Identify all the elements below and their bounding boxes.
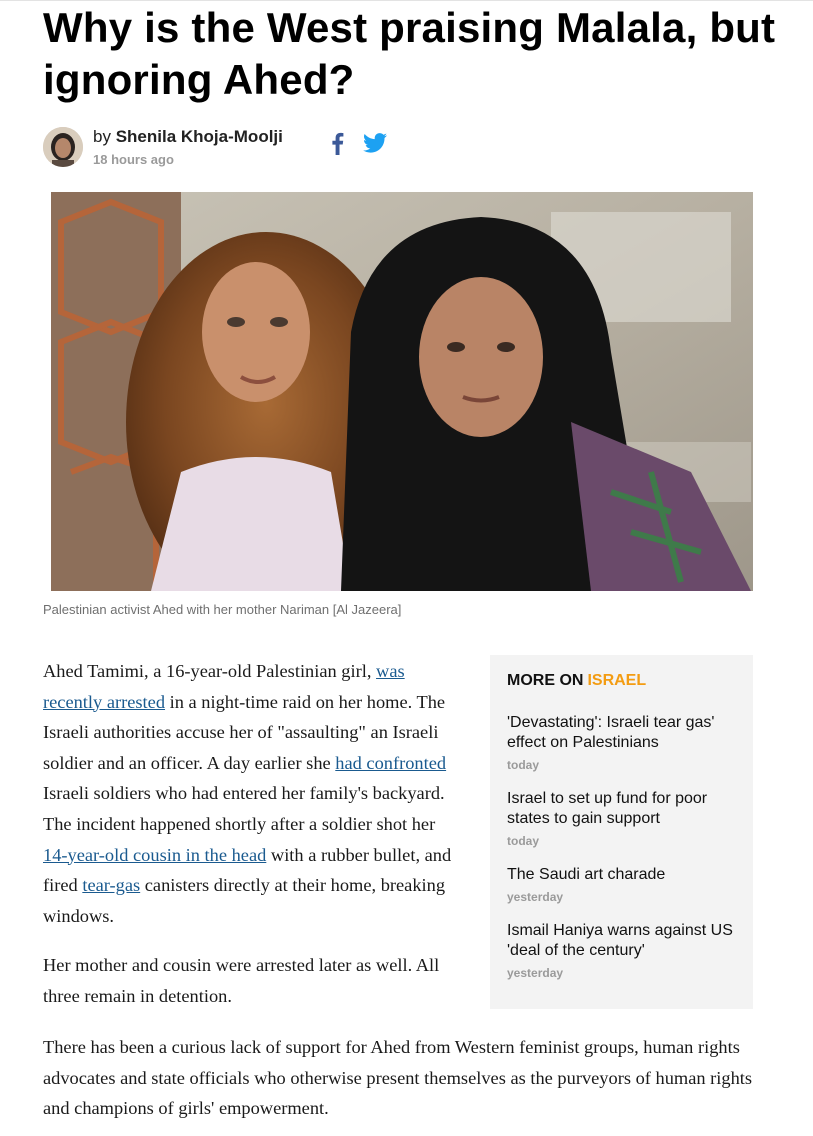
paragraph-text: in a night-time raid on her home. The Israeli authorities accuse her of "assaulting" an Israeli soldier and an officer. A day earlier she	[43, 691, 446, 773]
hero-image	[51, 192, 753, 591]
article-headline: Why is the West praising Malala, but ignoring Ahed?	[43, 4, 776, 103]
paragraph-2: Her mother and cousin were arrested later as well. All three remain in detention.	[43, 955, 440, 1006]
related-item-title[interactable]: The Saudi art charade	[507, 866, 666, 883]
byline-prefix: by	[93, 127, 111, 146]
publish-timestamp: 18 hours ago	[93, 152, 174, 167]
twitter-icon[interactable]	[363, 133, 387, 153]
author-name[interactable]: Shenila Khoja-Moolji	[115, 127, 283, 146]
byline-text	[93, 127, 283, 147]
related-item-date: yesterday	[507, 890, 564, 904]
paragraph-text: Israeli soldiers who had entered her family's backyard. The incident happened shortly after a soldier shot her	[43, 783, 445, 834]
byline	[43, 125, 443, 169]
paragraph-3: There has been a curious lack of support for Ahed from Western feminist groups, human rights advocates and state officials who otherwise present themselves as the purveyors of human rights and champions of girls' empowerment.	[43, 1037, 753, 1119]
related-item-title[interactable]: Ismail Haniya warns against US 'deal of the century'	[507, 922, 733, 959]
link-cousin-head[interactable]: 14-year-old cousin in the head	[43, 844, 267, 865]
more-on-sidebar	[490, 655, 753, 1009]
link-recently-arrested[interactable]: was recently arrested	[43, 661, 405, 712]
article-body	[43, 656, 463, 1031]
hero-photo	[51, 192, 753, 591]
link-had-confronted[interactable]: had confronted	[335, 752, 447, 773]
paragraph-text: Ahed Tamimi, a 16-year-old Palestinian girl,	[43, 661, 377, 681]
related-item[interactable]	[507, 865, 736, 904]
related-item-title[interactable]: 'Devastating': Israeli tear gas' effect on Palestinians	[507, 714, 715, 751]
sidebar-heading	[507, 671, 736, 691]
related-item[interactable]	[507, 921, 736, 980]
related-item[interactable]	[507, 713, 736, 772]
top-border	[0, 0, 813, 1]
paragraph-1	[43, 656, 463, 931]
facebook-icon[interactable]	[329, 131, 345, 155]
related-list	[507, 713, 736, 980]
related-item[interactable]	[507, 789, 736, 848]
share-buttons	[329, 131, 399, 155]
related-item-date: yesterday	[507, 966, 564, 980]
sidebar-heading-label: MORE ON	[507, 672, 584, 689]
author-avatar[interactable]	[43, 127, 83, 167]
related-item-date: today	[507, 758, 540, 772]
paragraph-text: with a rubber bullet, and fired	[43, 844, 452, 896]
sidebar-topic-link[interactable]: ISRAEL	[587, 672, 647, 689]
related-item-title[interactable]: Israel to set up fund for poor states to gain support	[507, 790, 708, 827]
related-item-date: today	[507, 834, 540, 848]
paragraph-text: canisters directly at their home, breaking windows.	[43, 875, 446, 926]
link-tear-gas[interactable]: tear-gas	[82, 875, 141, 896]
image-caption: Palestinian activist Ahed with her mother Nariman [Al Jazeera]	[43, 602, 402, 617]
